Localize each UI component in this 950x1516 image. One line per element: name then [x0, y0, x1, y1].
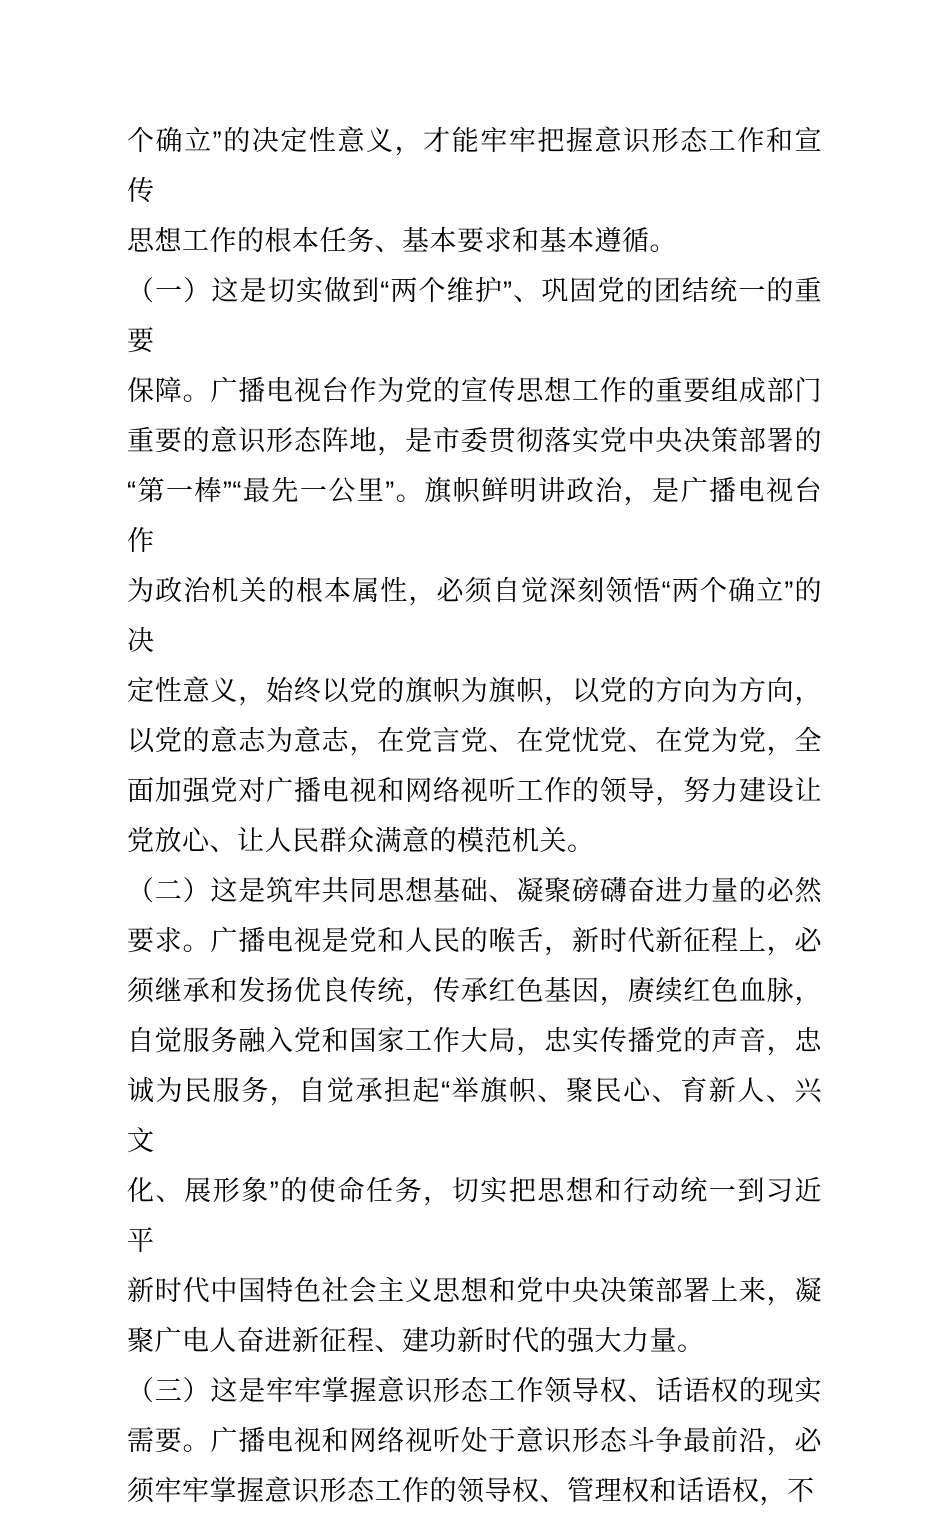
text-line: 面加强党对广播电视和网络视听工作的领导，努力建设让: [127, 776, 822, 806]
text-line: 重要的意识形态阵地，是市委贯彻落实党中央决策部署的: [127, 426, 822, 456]
text-line: 聚广电人奋进新征程、建功新时代的强大力量。: [127, 1326, 705, 1356]
paragraph: [127, 866, 822, 1366]
text-line: 化、展形象”的使命任务，切实把思想和行动统一到习近平: [127, 1176, 822, 1256]
paragraph: [127, 266, 822, 866]
text-line: 党放心、让人民群众满意的模范机关。: [127, 826, 595, 856]
text-line: （三）这是牢牢掌握意识形态工作领导权、话语权的现实: [127, 1376, 822, 1406]
text-line: 要求。广播电视是党和人民的喉舌，新时代新征程上，必: [127, 926, 822, 956]
text-line: 为政治机关的根本属性，必须自觉深刻领悟“两个确立”的决: [127, 576, 822, 656]
text-line: 保障。广播电视台作为党的宣传思想工作的重要组成部门: [127, 376, 822, 406]
text-line: 需要。广播电视和网络视听处于意识形态斗争最前沿，必: [127, 1426, 822, 1456]
paragraph: [127, 1366, 822, 1516]
text-line: 须牢牢掌握意识形态工作的领导权、管理权和话语权，不: [127, 1476, 815, 1506]
text-line: 以党的意志为意志，在党言党、在党忧党、在党为党，全: [127, 726, 822, 756]
text-line: 新时代中国特色社会主义思想和党中央决策部署上来，凝: [127, 1276, 822, 1306]
text-line: （一）这是切实做到“两个维护”、巩固党的团结统一的重要: [127, 276, 822, 356]
text-line: 自觉服务融入党和国家工作大局，忠实传播党的声音，忠: [127, 1026, 822, 1056]
paragraph: [127, 116, 822, 266]
text-line: 诚为民服务，自觉承担起“举旗帜、聚民心、育新人、兴文: [127, 1076, 822, 1156]
text-line: 须继承和发扬优良传统，传承红色基因，赓续红色血脉，: [127, 976, 822, 1006]
text-line: 思想工作的根本任务、基本要求和基本遵循。: [127, 226, 677, 256]
text-line: （二）这是筑牢共同思想基础、凝聚磅礴奋进力量的必然: [127, 876, 822, 906]
text-line: 定性意义，始终以党的旗帜为旗帜，以党的方向为方向，: [127, 676, 822, 706]
document-body: [127, 116, 822, 1516]
text-line: 个确立”的决定性意义，才能牢牢把握意识形态工作和宣传: [127, 126, 822, 206]
text-line: “第一棒”“最先一公里”。旗帜鲜明讲政治，是广播电视台作: [127, 476, 822, 556]
